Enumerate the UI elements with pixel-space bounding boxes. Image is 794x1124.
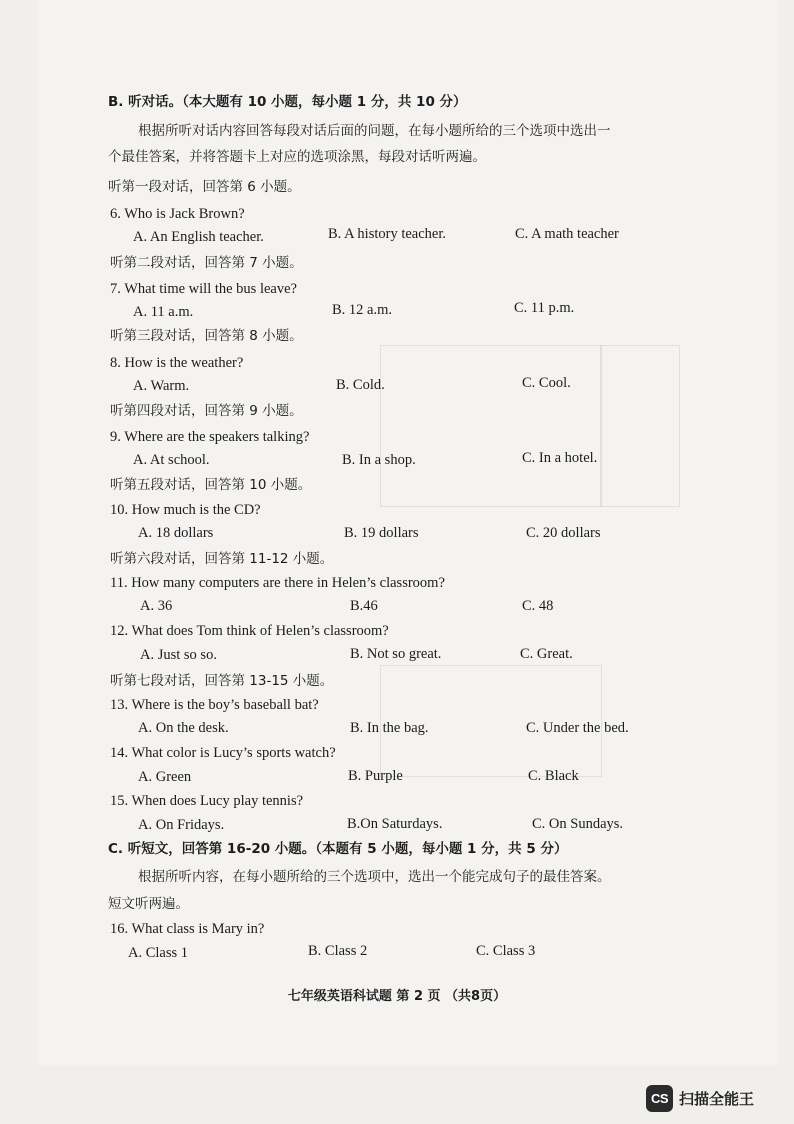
option-a: A. Class 1 <box>128 945 189 961</box>
question-text: 14. What color is Lucy’s sports watch? <box>110 745 336 761</box>
option-c: C. 48 <box>522 598 554 614</box>
option-a: A. 11 a.m. <box>133 304 194 320</box>
option-b: B. Purple <box>348 768 403 784</box>
scanner-label: 扫描全能王 <box>679 1090 755 1108</box>
question-text: 9. Where are the speakers talking? <box>110 429 310 445</box>
section-b-heading: B. 听对话。（本大题有 10 小题，每小题 1 分，共 10 分） <box>108 94 467 110</box>
option-a: A. On the desk. <box>138 720 229 736</box>
question-text: 6. Who is Jack Brown? <box>110 206 245 222</box>
option-b: B. In a shop. <box>342 452 416 468</box>
option-a: A. 36 <box>140 598 173 614</box>
option-a: A. Green <box>138 769 192 785</box>
option-a: A. On Fridays. <box>138 817 225 833</box>
question-text: 11. How many computers are there in Helen’s classroom? <box>110 575 445 591</box>
option-b: B.46 <box>350 598 378 614</box>
option-c: C. Under the bed. <box>526 720 629 736</box>
question-text: 12. What does Tom think of Helen’s classroom? <box>110 623 389 639</box>
dialogue-instruction: 听第五段对话，回答第 10 小题。 <box>110 477 312 493</box>
dialogue-instruction: 听第二段对话，回答第 7 小题。 <box>110 255 303 271</box>
option-c: C. Great. <box>520 646 573 662</box>
option-c: C. Cool. <box>522 375 571 391</box>
option-c: C. 11 p.m. <box>514 300 575 316</box>
section-b-instruction: 根据所听对话内容回答每段对话后面的问题，在每小题所给的三个选项中选出一 <box>138 123 611 139</box>
option-a: A. At school. <box>133 452 210 468</box>
option-b: B. 12 a.m. <box>332 302 393 318</box>
question-text: 13. Where is the boy’s baseball bat? <box>110 697 319 713</box>
question-text: 16. What class is Mary in? <box>110 921 265 937</box>
section-c-instruction: 短文听两遍。 <box>108 896 189 912</box>
option-a: A. An English teacher. <box>133 229 264 245</box>
option-b: B. In the bag. <box>350 720 429 736</box>
question-text: 8. How is the weather? <box>110 355 244 371</box>
option-b: B. Not so great. <box>350 646 442 662</box>
section-c-instruction: 根据所听内容，在每小题所给的三个选项中，选出一个能完成句子的最佳答案。 <box>138 869 611 885</box>
dialogue-instruction: 听第四段对话，回答第 9 小题。 <box>110 403 303 419</box>
option-c: C. 20 dollars <box>526 525 601 541</box>
question-text: 7. What time will the bus leave? <box>110 281 297 297</box>
dialogue-instruction: 听第七段对话，回答第 13-15 小题。 <box>110 673 334 689</box>
section-b-instruction: 个最佳答案，并将答题卡上对应的选项涂黑，每段对话听两遍。 <box>108 149 486 165</box>
option-c: C. In a hotel. <box>522 450 598 466</box>
camscanner-logo-icon: CS <box>646 1085 673 1112</box>
option-c: C. Class 3 <box>476 943 536 959</box>
question-text: 15. When does Lucy play tennis? <box>110 793 304 809</box>
option-a: A. Just so so. <box>140 647 217 663</box>
dialogue-instruction: 听第六段对话，回答第 11-12 小题。 <box>110 551 334 567</box>
dialogue-instruction: 听第一段对话，回答第 6 小题。 <box>108 179 301 195</box>
option-a: A. Warm. <box>133 378 190 394</box>
option-b: B. Cold. <box>336 377 385 393</box>
scanner-watermark <box>646 1085 754 1112</box>
option-b: B. 19 dollars <box>344 525 419 541</box>
option-b: B. A history teacher. <box>328 226 446 242</box>
option-b: B. Class 2 <box>308 943 368 959</box>
option-c: C. Black <box>528 768 579 784</box>
option-c: C. On Sundays. <box>532 816 624 832</box>
option-b: B.On Saturdays. <box>347 816 443 832</box>
page-footer: 七年级英语科试题 第 2 页 （共8页） <box>287 989 507 1004</box>
option-a: A. 18 dollars <box>138 525 214 541</box>
question-text: 10. How much is the CD? <box>110 502 261 518</box>
option-c: C. A math teacher <box>515 226 619 242</box>
dialogue-instruction: 听第三段对话，回答第 8 小题。 <box>110 328 303 344</box>
section-c-heading: C. 听短文，回答第 16-20 小题。（本题有 5 小题，每小题 1 分，共 5 分） <box>108 841 568 857</box>
